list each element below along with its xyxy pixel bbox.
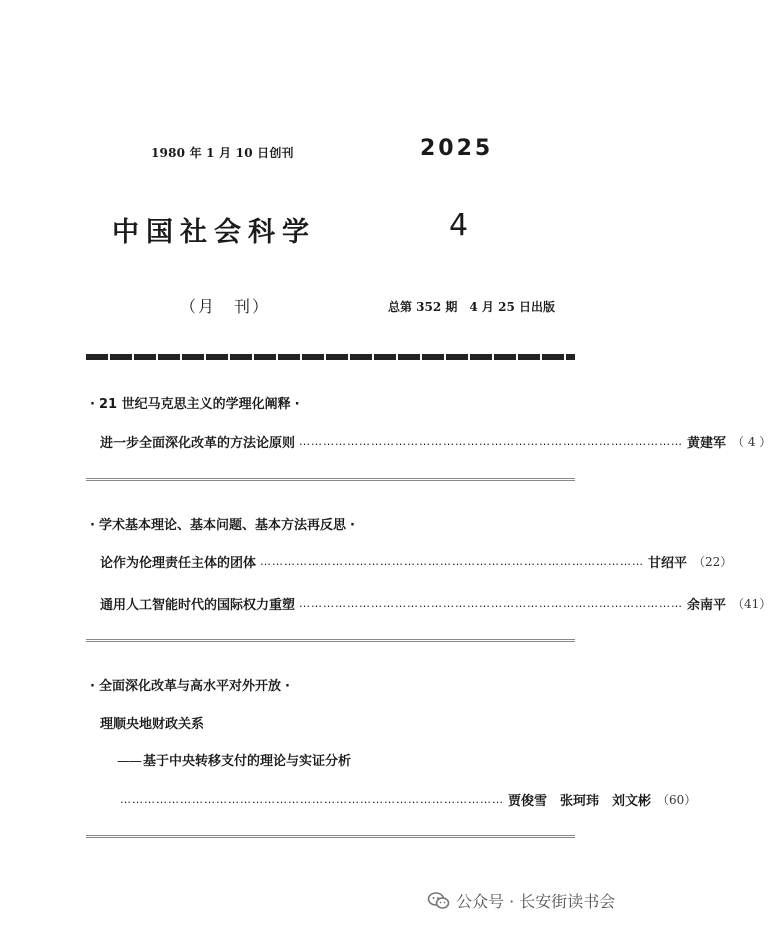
section-title-text: 21 世纪马克思主义的学理化阐释 — [98, 397, 291, 412]
article-title[interactable]: 理顺央地财政关系 — [100, 717, 205, 732]
article-page: （ 4 ） — [732, 435, 771, 449]
article-page: （22） — [693, 555, 733, 569]
article-page: （41） — [732, 597, 771, 611]
section-divider — [86, 835, 575, 838]
section-divider — [86, 639, 575, 642]
section-divider — [86, 478, 575, 481]
publication-year: 2025 — [420, 136, 494, 161]
article-author: 贾俊雪 张珂玮 刘文彬 — [508, 794, 652, 809]
article-title: 论作为伦理责任主体的团体 — [100, 556, 257, 571]
leader-dots: …………………………………………………………………………………… — [299, 435, 684, 448]
toc-entry-authors[interactable] — [120, 790, 697, 809]
article-author: 余南平 — [687, 598, 727, 613]
section-title-2 — [86, 514, 359, 533]
toc-entry[interactable] — [100, 594, 771, 613]
bullet: · — [90, 679, 95, 694]
frequency-label: （月 刊） — [180, 297, 271, 316]
leader-dots: …………………………………………………………………………………… — [260, 555, 645, 568]
watermark-text: 公众号 · 长安街读书会 — [456, 892, 616, 911]
bullet: · — [284, 679, 290, 694]
journal-title: 中国社会科学 — [112, 217, 316, 248]
founded-date: 1980 年 1 月 10 日创刊 — [151, 146, 294, 160]
subtitle-text: 基于中央转移支付的理论与实证分析 — [143, 754, 352, 769]
article-title: 通用人工智能时代的国际权力重塑 — [100, 598, 296, 613]
article-page: （60） — [657, 793, 697, 807]
bullet: · — [90, 518, 95, 533]
top-rule — [86, 354, 575, 360]
watermark — [428, 889, 615, 912]
dash: —— — [117, 754, 141, 769]
bullet: · — [90, 397, 95, 412]
section-title-1 — [86, 393, 304, 412]
leader-dots: …………………………………………………………………………………… — [299, 597, 684, 610]
toc-entry[interactable] — [100, 432, 771, 451]
article-author: 甘绍平 — [648, 556, 688, 571]
toc-entry[interactable] — [100, 552, 733, 571]
bullet: · — [294, 397, 300, 412]
article-title: 进一步全面深化改革的方法论原则 — [100, 436, 296, 451]
bullet: · — [349, 518, 355, 533]
section-title-text: 学术基本理论、基本问题、基本方法再反思 — [98, 518, 346, 533]
issue-number: 4 — [449, 208, 469, 243]
wechat-icon — [428, 892, 450, 910]
section-title-3 — [86, 675, 294, 694]
article-subtitle — [117, 750, 351, 769]
section-title-text: 全面深化改革与高水平对外开放 — [98, 679, 281, 694]
article-author: 黄建军 — [687, 436, 727, 451]
leader-dots: …………………………………………………………………………………… — [120, 793, 504, 806]
total-issue-info: 总第 352 期 4 月 25 日出版 — [388, 300, 555, 314]
